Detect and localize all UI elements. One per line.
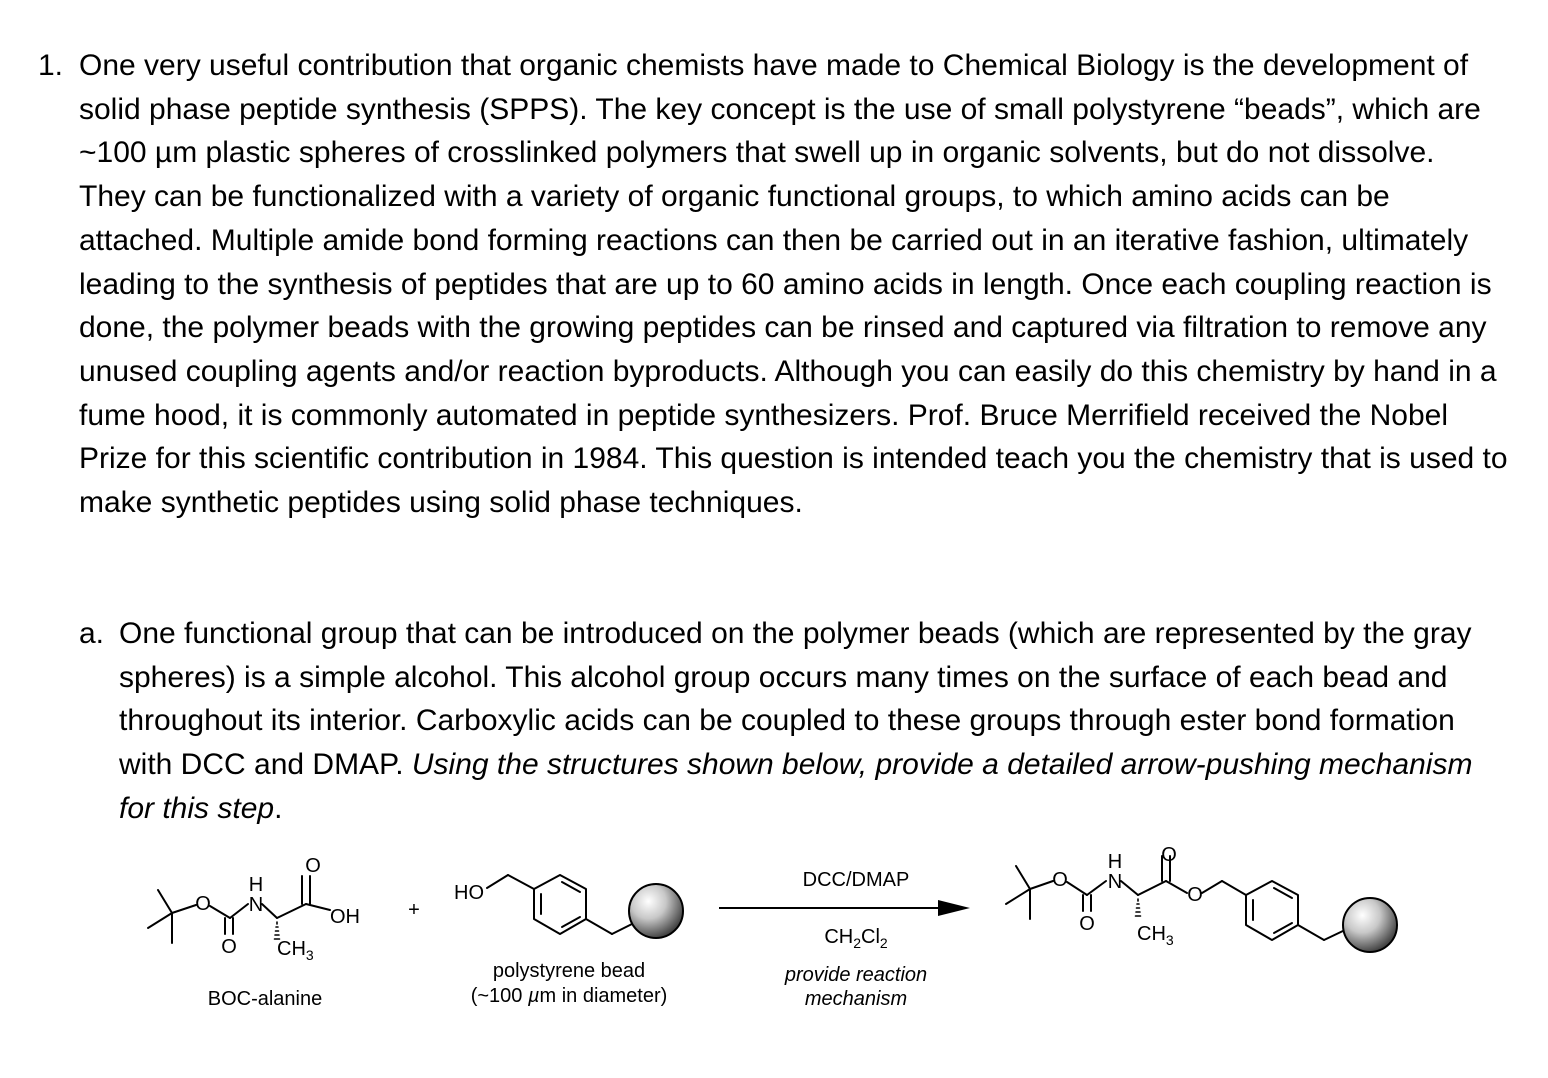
atom-label: O [1079, 913, 1095, 935]
part-a-label: a. [79, 617, 105, 650]
atom-label: O [195, 893, 211, 915]
mechanism-note-line2: mechanism [804, 988, 908, 1010]
bead-label-line2: (~100 µm in diameter) [470, 985, 668, 1007]
product-polymer-bead [1343, 898, 1397, 952]
atom-label: HO [454, 882, 484, 904]
boc-alanine-label: BOC-alanine [207, 988, 323, 1010]
atom-label: O [1187, 884, 1203, 906]
atom-label: O [1161, 844, 1177, 866]
reagent-label: DCC/DMAP [802, 869, 910, 891]
part-a-period: . [274, 791, 283, 825]
benzyl-alcohol-structure [487, 875, 632, 934]
mechanism-note-line1: provide reaction [784, 964, 928, 986]
polymer-bead [629, 884, 683, 938]
bead-label-line1: polystyrene bead [492, 960, 646, 982]
arrow-head [938, 900, 970, 916]
question-text: One very useful contribution that organic chemists have made to Chemical Biology is the development of solid phase peptide synthesis (SPPS). The key concept is the use of small polystyrene “beads”, which are ~100 µm plastic spheres of crosslinked polymers that swell up in organic solvents, but do not dissolve. They can be functionalized with a variety of organic functional groups, to which amino acids can be attached. Multiple amide bond forming reactions can then be carried out in an iterative fashion, ultimately leading to the synthesis of peptides that are up to 60 amino acids in length. Once each coupling reaction is done, the polymer beads with the growing peptides can be rinsed and captured via filtration to remove any unused coupling agents and/or reaction byproducts. Although you can easily do this chemistry by hand in a fume hood, it is commonly automated in peptide synthesizers. Prof. Bruce Merrifield received the Nobel Prize for this scientific contribution in 1984. This question is intended teach you the chemistry that is used to make synthetic peptides using solid phase techniques. [79, 49, 1508, 520]
atom-label: O [221, 936, 237, 958]
question-number: 1. [38, 49, 64, 82]
atom-label: O [305, 855, 321, 877]
atom-label: OH [330, 906, 360, 928]
atom-label: N [1107, 871, 1123, 893]
part-a-text: One functional group that can be introduced on the polymer beads (which are represented by the gray spheres) is a simple alcohol. This alcohol group occurs many times on the surface of each bead and throughout its interior. Carboxylic acids can be coupled to these groups through ester bond formation with DCC and DMAP. [119, 617, 1472, 782]
atom-label: O [1052, 869, 1068, 891]
solvent-label: $CH_2Cl_2$ [824, 926, 888, 951]
atom-label: H [1107, 851, 1123, 873]
part-a-instruction: Using the structures shown below, provide a detailed arrow-pushing mechanism for this step [119, 748, 1473, 825]
boc-alanine-structure [148, 876, 330, 943]
methyl-label: $CH_3$ [277, 938, 314, 963]
atom-label: N [248, 894, 264, 916]
atom-label: H [248, 874, 264, 896]
plus-sign: + [408, 899, 420, 921]
methyl-label: $CH_3$ [1137, 923, 1174, 948]
